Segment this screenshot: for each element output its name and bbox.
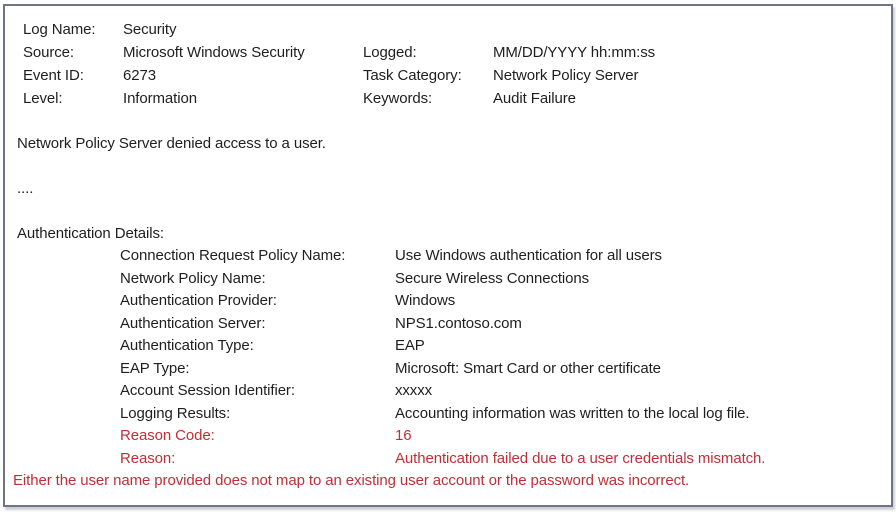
detail-row-logging-results	[17, 403, 877, 426]
detail-label: Reason Code:	[120, 427, 215, 444]
header-spacer	[363, 18, 493, 41]
detail-label: Connection Request Policy Name:	[120, 247, 346, 264]
reason-explanation-note: Either the user name provided does not map to an existing user account or the password was incorrect.	[13, 472, 690, 489]
detail-row-authentication-server	[17, 313, 877, 336]
detail-label: Authentication Provider:	[120, 292, 277, 309]
detail-row-connection-request-policy	[17, 245, 877, 268]
detail-value: NPS1.contoso.com	[395, 314, 522, 332]
detail-label: Authentication Type:	[120, 337, 254, 354]
detail-label: Network Policy Name:	[120, 269, 266, 287]
detail-value: Microsoft: Smart Card or other certificate	[395, 359, 661, 377]
detail-value: EAP	[395, 337, 425, 354]
event-log-panel	[3, 4, 893, 507]
detail-row-authentication-provider	[17, 290, 877, 313]
source-value: Microsoft Windows Security	[123, 44, 305, 61]
detail-row-eap-type	[17, 358, 877, 381]
keywords-value: Audit Failure	[493, 90, 576, 107]
detail-label: Reason:	[120, 449, 176, 467]
detail-value: Authentication failed due to a user credentials mismatch.	[395, 449, 766, 467]
log-name-label: Log Name:	[23, 21, 96, 38]
logged-label: Logged:	[363, 44, 417, 61]
level-value: Information	[123, 90, 197, 107]
event-id-label: Event ID:	[23, 67, 84, 84]
truncation-ellipsis: ....	[17, 180, 34, 197]
detail-label: Logging Results:	[120, 404, 231, 422]
authentication-details-list	[17, 245, 877, 470]
detail-value: xxxxx	[395, 382, 433, 399]
event-message: Network Policy Server denied access to a user.	[17, 135, 326, 152]
detail-label: EAP Type:	[120, 359, 190, 377]
event-id-value: 6273	[123, 67, 156, 84]
header-row-log-name	[17, 18, 877, 41]
event-header	[17, 18, 877, 110]
header-row-source-logged	[17, 41, 877, 64]
detail-value: Windows	[395, 292, 456, 309]
detail-row-reason	[17, 448, 877, 471]
detail-value: Accounting information was written to the local log file.	[395, 404, 750, 422]
source-label: Source:	[23, 44, 74, 61]
level-label: Level:	[23, 90, 63, 107]
detail-value: 16	[395, 427, 412, 444]
task-category-label: Task Category:	[363, 67, 462, 84]
detail-row-reason-code	[17, 425, 877, 448]
authentication-details-heading: Authentication Details:	[17, 225, 164, 242]
detail-row-network-policy-name	[17, 268, 877, 291]
header-spacer	[493, 18, 877, 41]
detail-label: Account Session Identifier:	[120, 382, 295, 399]
detail-label: Authentication Server:	[120, 314, 266, 332]
header-row-level-keywords	[17, 87, 877, 110]
header-row-eventid-taskcategory	[17, 64, 877, 87]
logged-value: MM/DD/YYYY hh:mm:ss	[493, 44, 656, 61]
keywords-label: Keywords:	[363, 90, 433, 107]
log-name-value: Security	[123, 21, 177, 38]
task-category-value: Network Policy Server	[493, 67, 639, 84]
detail-value: Secure Wireless Connections	[395, 269, 590, 287]
detail-value: Use Windows authentication for all users	[395, 247, 662, 264]
detail-row-account-session-identifier	[17, 380, 877, 403]
detail-row-authentication-type	[17, 335, 877, 358]
